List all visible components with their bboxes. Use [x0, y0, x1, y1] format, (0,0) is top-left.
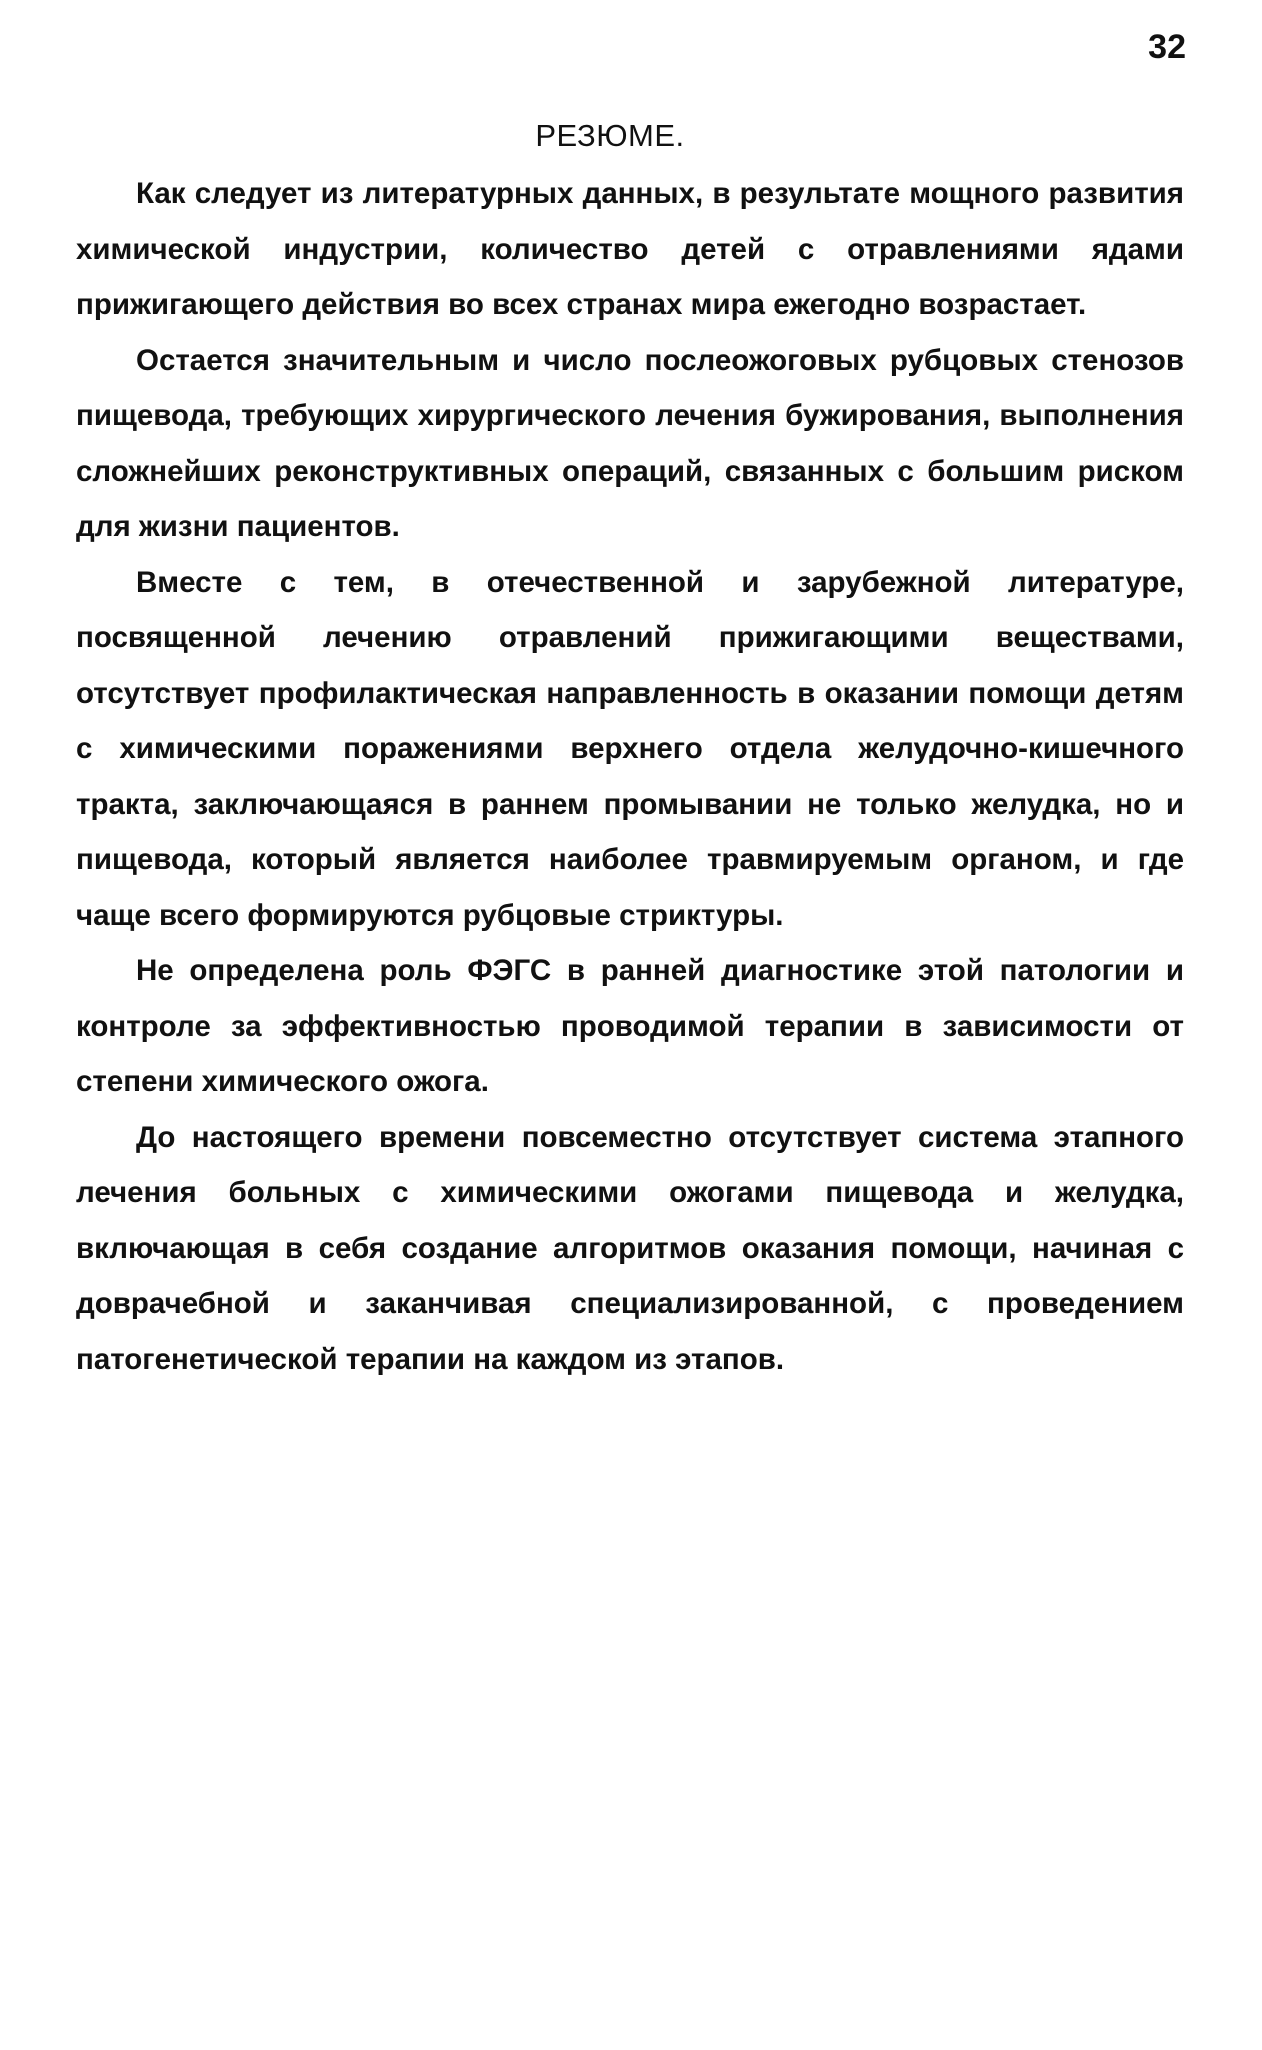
- paragraph-5: До настоящего времени повсеместно отсутствует система этапного лечения больных с химическими ожогами пищевода и желудка, включающая в себя создание алгоритмов оказания помощи, начиная с доврачебной и заканчивая специализированной, с проведением патогенетической терапии на каждом из этапов.: [76, 1120, 1184, 1376]
- paragraph-2: Остается значительным и число послеожоговых рубцовых стенозов пищевода, требующих хирургического лечения бужирования, выполнения сложнейших реконструктивных операций, связанных с большим риском для жизни пациентов.: [76, 343, 1184, 543]
- page-number: 32: [1148, 28, 1186, 66]
- summary-body: [76, 166, 1184, 1387]
- paragraph-4: Не определена роль ФЭГС в ранней диагностике этой патологии и контроле за эффективностью проводимой терапии в зависимости от степени химического ожога.: [76, 954, 1184, 1098]
- section-title: РЕЗЮМЕ.: [535, 118, 685, 153]
- paragraph-3: Вместе с тем, в отечественной и зарубежной литературе, посвященной лечению отравлений прижигающими веществами, отсутствует профилактическая направленность в оказании помощи детям с химическими поражениями верхнего отдела желудочно-кишечного тракта, заключающаяся в раннем промывании не только желудка, но и пищевода, который является наиболее травмируемым органом, и где чаще всего формируются рубцовые стриктуры.: [76, 565, 1184, 932]
- paragraph-1: Как следует из литературных данных, в результате мощного развития химической индустрии, количество детей с отравлениями ядами прижигающего действия во всех странах мира ежегодно возрастает.: [76, 177, 1184, 321]
